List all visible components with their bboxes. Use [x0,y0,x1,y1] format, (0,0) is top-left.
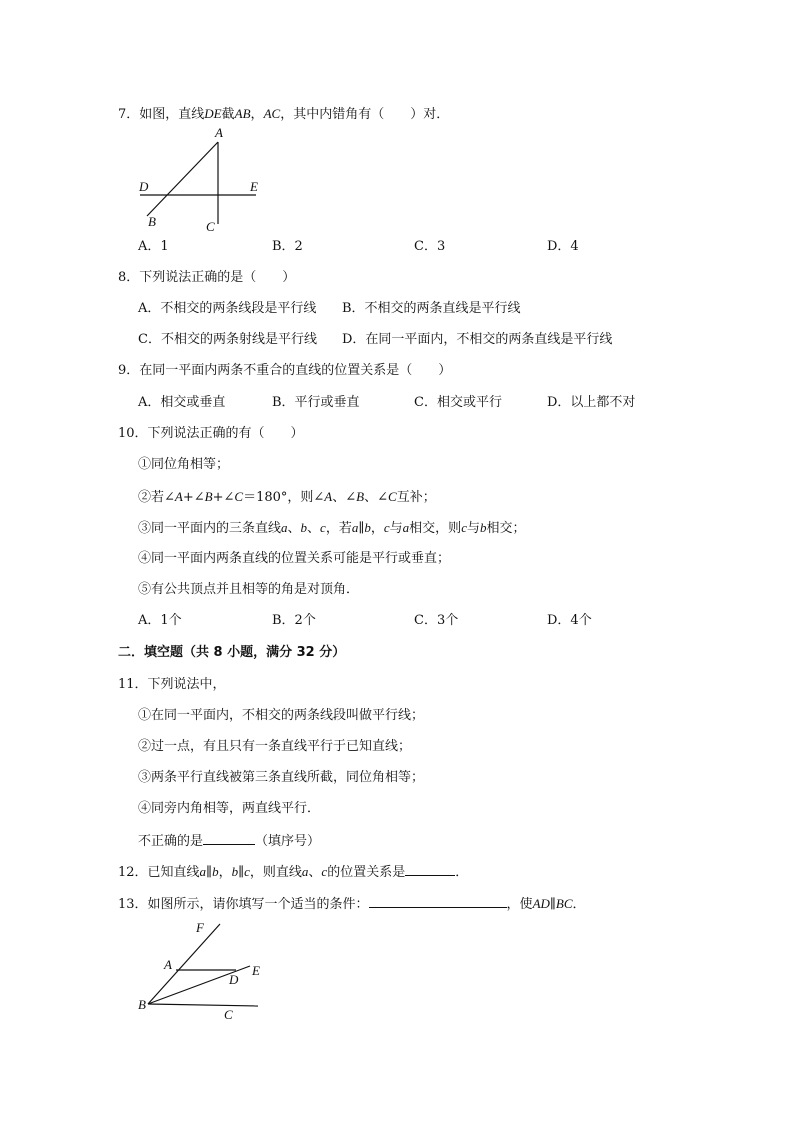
q10-option-a: A．1个 [138,613,182,628]
q7-num: 7． [118,107,140,122]
q10-statement-2: ②若∠A+∠B+∠C＝180°，则∠A、∠B、∠C互补； [138,489,436,505]
label-a: A [215,125,223,140]
q10-statement-1: ①同位角相等； [138,457,230,472]
label-c: C [206,219,215,234]
q7-option-d: D．4 [547,239,579,254]
q12-stem: 12．已知直线a∥b，b∥c，则直线a、c的位置关系是 ． [118,864,469,880]
q7-comma: ， [250,107,264,122]
q11-stem: 11．下列说法中， [118,677,226,692]
q10-option-d: D．4个 [547,613,592,628]
line-bf [148,924,220,1004]
q7-option-c: C．3 [414,239,446,254]
q9-option-a: A．相交或垂直 [138,395,226,410]
q10-option-c: C．3个 [414,613,459,628]
label-c2: C [224,1007,233,1022]
q10-statement-5: ⑤有公共顶点并且相等的角是对顶角． [138,582,360,597]
q8-option-a: A．不相交的两条线段是平行线 [138,301,317,316]
section-2-title: 二．填空题（共 8 小题，满分 32 分） [118,645,346,660]
q9-option-d: D．以上都不对 [547,395,636,410]
q7-mid: 截 [221,107,235,122]
q10-statement-4: ④同一平面内两条直线的位置关系可能是平行或垂直； [138,551,451,566]
q13-stem: 13．如图所示，请你填写一个适当的条件： ，使AD∥BC． [118,896,586,912]
q11-statement-1: ①在同一平面内，不相交的两条线段叫做平行线； [138,708,425,723]
label-e2: E [252,963,260,978]
q7-de: DE [204,106,222,121]
q7-ab: AB [234,106,251,121]
q7-option-a: A．1 [138,239,169,254]
q10-option-b: B．2个 [272,613,316,628]
q9-option-b: B．平行或垂直 [272,395,360,410]
q11-statement-2: ②过一点，有且只有一条直线平行于已知直线； [138,739,412,754]
q8-option-c: C．不相交的两条射线是平行线 [138,332,317,347]
label-b: B [148,214,156,229]
label-a2: A [164,957,172,972]
q8-option-b: B．不相交的两条直线是平行线 [342,301,521,316]
label-b2: B [138,997,146,1012]
q11-statement-3: ③两条平行直线被第三条直线所截，同位角相等； [138,770,425,785]
q7-ac: AC [263,106,281,121]
label-f: F [196,920,204,935]
q9-option-c: C．相交或平行 [414,395,502,410]
q7-post: ，其中内错角有（ ）对． [280,107,450,122]
label-d: D [139,179,149,194]
q9-stem: 9．在同一平面内两条不重合的直线的位置关系是（ ） [118,363,452,378]
q8-stem: 8．下列说法正确的是（ ） [118,270,296,285]
q11-answer-line: 不正确的是 （填序号） [138,834,321,849]
q8-option-d: D．在同一平面内，不相交的两条直线是平行线 [342,332,613,347]
q10-statement-3: ③同一平面内的三条直线a、b、c，若a∥b，c与a相交，则c与b相交； [138,520,526,536]
line-bc [148,1004,258,1006]
label-d2: D [229,972,239,987]
q10-stem: 10．下列说法正确的有（ ） [118,426,304,441]
label-e: E [250,179,258,194]
q7-pre: 如图，直线 [139,107,205,122]
q7-option-b: B．2 [272,239,303,254]
q11-statement-4: ④同旁内角相等，两直线平行． [138,801,321,816]
